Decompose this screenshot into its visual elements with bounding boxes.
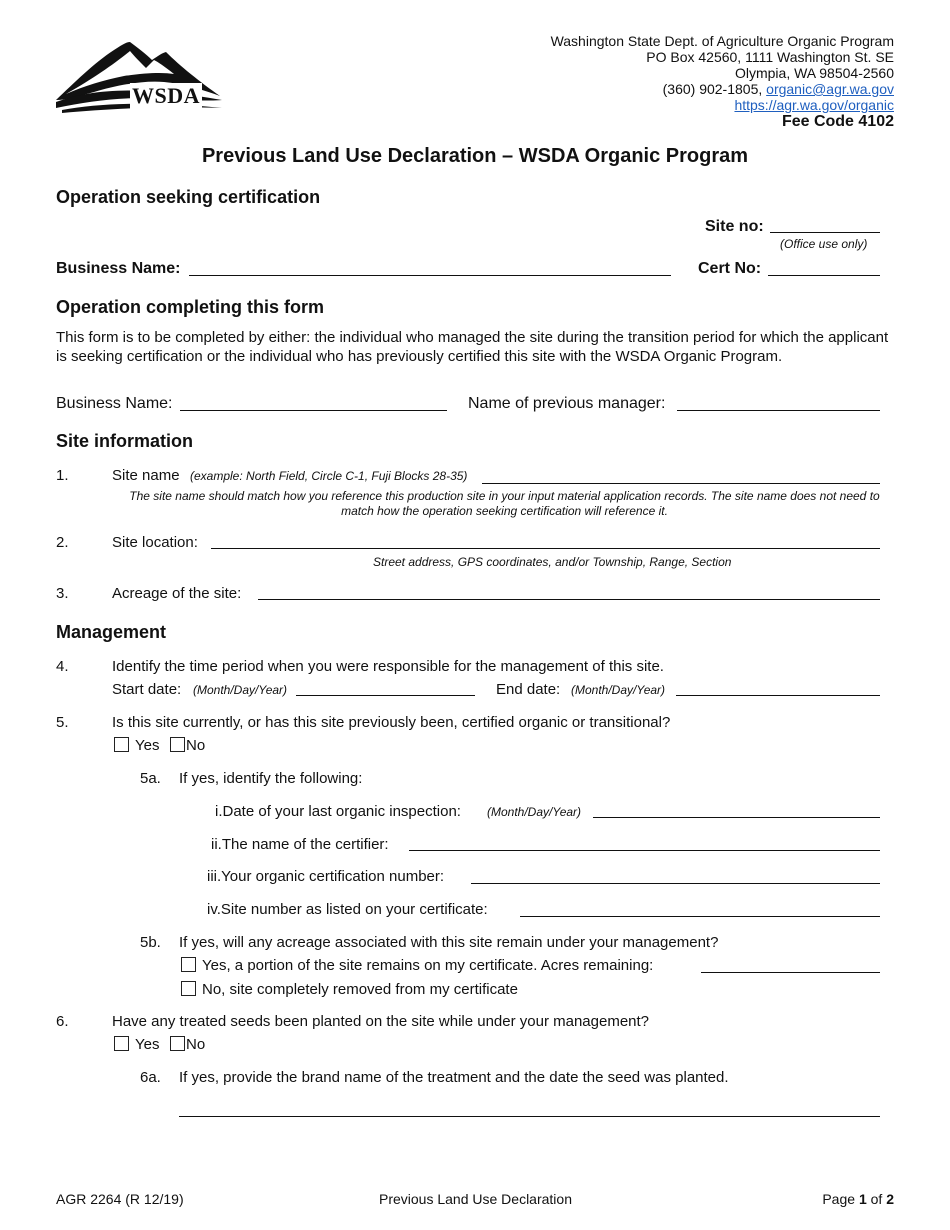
q1-number: 1. [56,467,69,484]
q5-text: Is this site currently, or has this site previously been, certified organic or transitional? [112,714,671,731]
header-contact [551,33,894,130]
q6-no-label: No [186,1036,206,1053]
address-line-2: Olympia, WA 98504-2560 [734,65,894,81]
q3-label: Acreage of the site: [112,585,242,602]
q2-label: Site location: [112,534,198,551]
cert-no-label: Cert No: [698,260,762,277]
page-prefix: Page [822,1191,856,1207]
site-no-label: Site no: [705,218,764,235]
q4-number: 4. [56,658,69,675]
q5b-yes-checkbox[interactable] [181,957,196,972]
cert-no-field[interactable] [768,275,880,276]
certifier-name-field[interactable] [409,850,880,851]
site-location-field[interactable] [211,548,880,549]
section-heading-site: Site information [56,431,194,451]
start-date-format: (Month/Day/Year) [193,683,288,697]
last-inspection-date-field[interactable] [593,817,880,818]
q4-text: Identify the time period when you were responsible for the management of this site. [112,658,664,675]
business-name-label-completing: Business Name: [56,395,173,412]
q1-label: Site name [112,467,180,484]
org-line: Washington State Dept. of Agriculture Organic Program [550,33,894,49]
q2-hint: Street address, GPS coordinates, and/or Township, Range, Section [373,555,732,569]
address-line-1: PO Box 42560, 1111 Washington St. SE [646,49,894,65]
logo-text: WSDA [132,83,201,108]
page-title: Previous Land Use Declaration – WSDA Organic Program [201,145,749,167]
fee-code: Fee Code 4102 [781,113,894,130]
wsda-logo [54,38,224,113]
q5b-no-label: No, site completely removed from my certificate [202,981,518,998]
start-date-label: Start date: [112,681,182,698]
q6-yes-checkbox[interactable] [114,1036,129,1051]
q6-number: 6. [56,1013,69,1030]
page-sep: of [870,1191,883,1207]
site-name-field[interactable] [482,483,880,484]
start-date-field[interactable] [296,695,475,696]
footer-form-id: AGR 2264 (R 12/19) [56,1191,184,1207]
q3-number: 3. [56,585,69,602]
previous-manager-label: Name of previous manager: [468,395,666,412]
q5-no-checkbox[interactable] [170,737,185,752]
q1-note: The site name should match how you reference this production site in your input material application records. The site name does not need to match how the operation seeking certification will reference it. [129,489,880,518]
phone: (360) 902-1805, [662,81,763,97]
business-name-label-seeking: Business Name: [56,260,181,277]
completing-description: This form is to be completed by either: the individual who managed the site during the transition period for which the applicant is seeking certification or the individual who has previously certified this site with the WSDA Organic Program. [56,329,889,365]
q5-number: 5. [56,714,69,731]
end-date-format: (Month/Day/Year) [571,683,666,697]
q5-yes-label: Yes [135,737,160,754]
end-date-field[interactable] [676,695,880,696]
q5b-number: 5b. [140,934,161,951]
q2-number: 2. [56,534,69,551]
q5a-ii-label: ii.The name of the certifier: [211,836,389,853]
page-total: 2 [886,1191,894,1207]
q5a-iii-label: iii.Your organic certification number: [207,868,445,885]
business-name-field-completing[interactable] [180,410,447,411]
q5b-no-checkbox[interactable] [181,981,196,996]
certificate-site-number-field[interactable] [520,916,880,917]
q5a-number: 5a. [140,770,161,787]
q5a-iv-label: iv.Site number as listed on your certificate: [207,901,488,918]
q5-yes-checkbox[interactable] [114,737,129,752]
website-link[interactable]: https://agr.wa.gov/organic [734,97,894,113]
section-heading-completing: Operation completing this form [56,297,325,317]
section-heading-management: Management [56,622,167,642]
office-use-note: (Office use only) [780,237,868,251]
q6-no-checkbox[interactable] [170,1036,185,1051]
business-name-field-seeking[interactable] [189,275,671,276]
q6-yes-label: Yes [135,1036,160,1053]
q5b-text: If yes, will any acreage associated with this site remain under your management? [179,934,719,951]
end-date-label: End date: [496,681,561,698]
footer-form-name: Previous Land Use Declaration [379,1191,572,1207]
q5-no-label: No [186,737,206,754]
q5a-i-label: i.Date of your last organic inspection: [215,803,461,820]
q6a-number: 6a. [140,1069,161,1086]
certification-number-field[interactable] [471,883,880,884]
acreage-field[interactable] [258,599,880,600]
page-current: 1 [858,1191,867,1207]
acres-remaining-field[interactable] [701,972,880,973]
q5b-yes-label: Yes, a portion of the site remains on my certificate. Acres remaining: [202,957,654,974]
section-heading-seeking: Operation seeking certification [56,187,321,207]
q5a-i-format: (Month/Day/Year) [487,805,582,819]
seed-treatment-field[interactable] [179,1116,880,1117]
site-no-field[interactable] [770,232,880,233]
q1-example: (example: North Field, Circle C-1, Fuji Blocks 28-35) [190,469,468,483]
email-link[interactable]: organic@agr.wa.gov [766,81,894,97]
previous-manager-field[interactable] [677,410,880,411]
phone-email-line [551,81,894,97]
q5a-text: If yes, identify the following: [179,770,363,787]
footer-page-number [822,1191,894,1207]
q6-text: Have any treated seeds been planted on the site while under your management? [112,1013,650,1030]
q6a-text: If yes, provide the brand name of the treatment and the date the seed was planted. [179,1069,729,1086]
